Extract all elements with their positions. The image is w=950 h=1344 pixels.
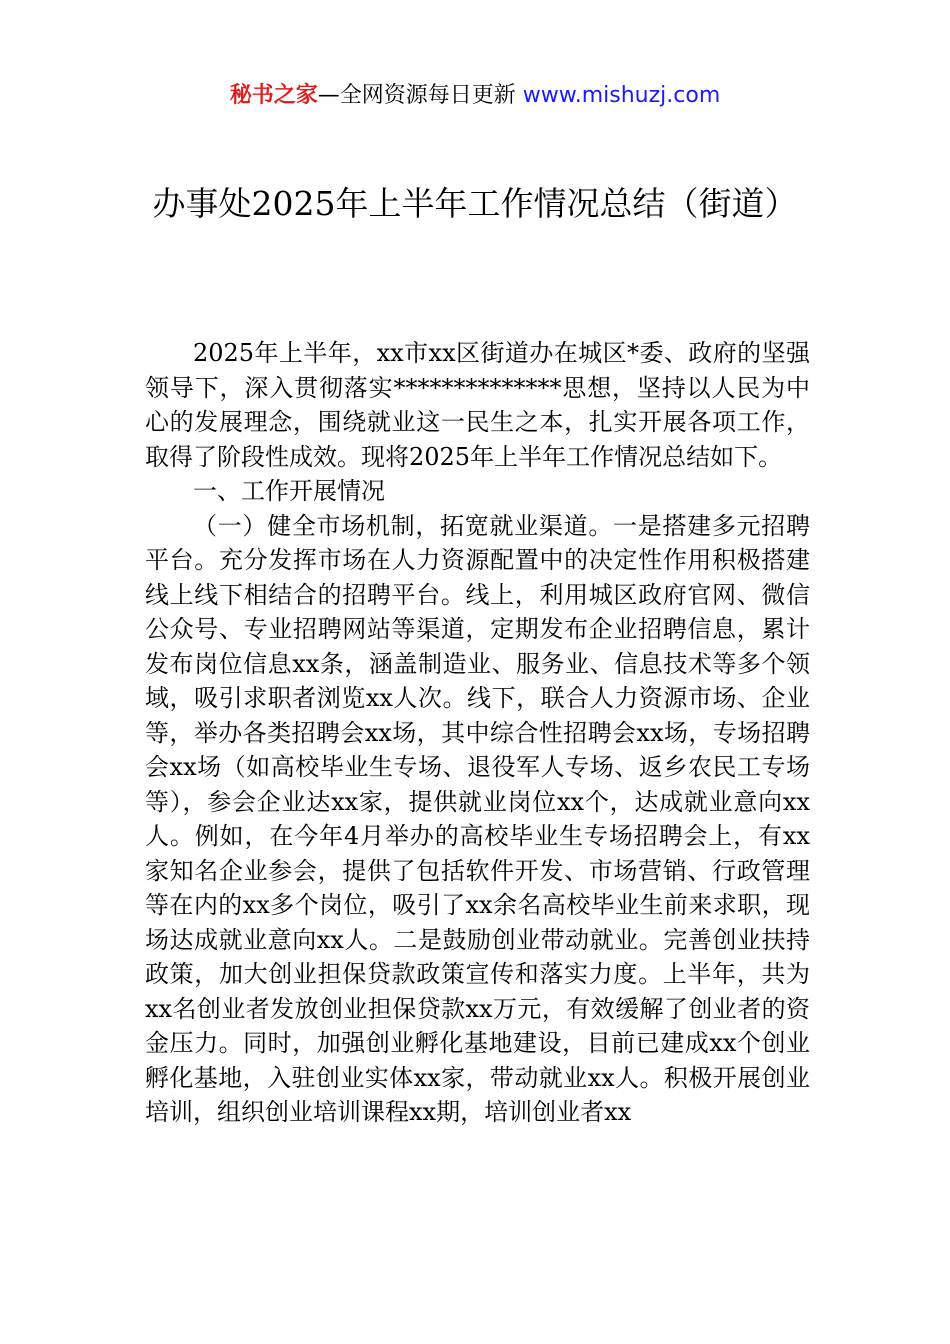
site-url-link[interactable]: www.mishuzj.com xyxy=(522,83,721,108)
section-heading: 一、工作开展情况 xyxy=(193,477,385,505)
document-body xyxy=(145,336,810,1130)
site-brand: 秘书之家 xyxy=(229,83,318,108)
document-title: 办事处2025年上半年工作情况总结（街道） xyxy=(152,184,798,223)
body-paragraph: （一）健全市场机制，拓宽就业渠道。一是搭建多元招聘平台。充分发挥市场在人力资源配置中的决定性作用积极搭建线上线下相结合的招聘平台。线上，利用城区政府官网、微信公众号、专业招聘网站等渠道，定期发布企业招聘信息，累计发布岗位信息xx条，涵盖制造业、服务业、信息技术等多个领域，吸引求职者浏览xx人次。线下，联合人力资源市场、企业等，举办各类招聘会xx场，其中综合性招聘会xx场，专场招聘会xx场（如高校毕业生专场、退役军人专场、返乡农民工专场等），参会企业达xx家，提供就业岗位xx个，达成就业意向xx人。例如，在今年4月举办的高校毕业生专场招聘会上，有xx家知名企业参会，提供了包括软件开发、市场营销、行政管理等在内的xx多个岗位，吸引了xx余名高校毕业生前来求职，现场达成就业意向xx人。二是鼓励创业带动就业。完善创业扶持政策，加大创业担保贷款政策宣传和落实力度。上半年，共为xx名创业者发放创业担保贷款xx万元，有效缓解了创业者的资金压力。同时，加强创业孵化基地建设，目前已建成xx个创业孵化基地，入驻创业实体xx家，带动就业xx人。积极开展创业培训，组织创业培训课程xx期，培训创业者xx xyxy=(145,511,810,1126)
site-header xyxy=(0,80,950,112)
intro-paragraph: 2025年上半年，xx市xx区街道办在城区*委、政府的坚强领导下，深入贯彻落实**************思想，坚持以人民为中心的发展理念，围绕就业这一民生之本，扎实开展各项工作，取得了阶段性成效。现将2025年上半年工作情况总结如下。 xyxy=(145,339,810,471)
site-tagline: —全网资源每日更新 xyxy=(317,83,523,108)
